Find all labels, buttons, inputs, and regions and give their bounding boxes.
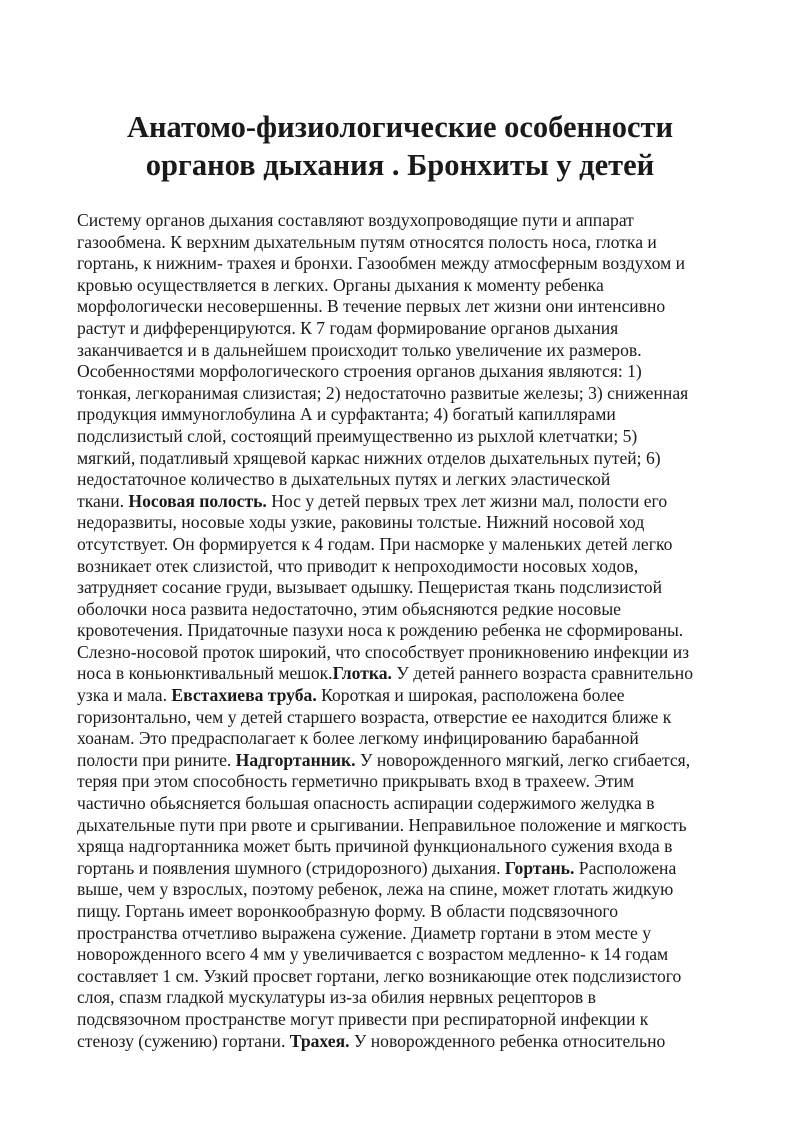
body-line xyxy=(77,491,777,513)
body-line xyxy=(77,987,777,1009)
body-line xyxy=(77,663,777,685)
title-line-2: органов дыхания . Бронхиты у детей xyxy=(145,148,655,182)
body-text: хоанам. Это предрасполагает к более легкому инфицированию барабанной xyxy=(77,728,639,749)
body-text: газообмена. К верхним дыхательным путям относятся полость носа, глотка и xyxy=(77,231,657,252)
section-heading: Трахея. xyxy=(289,1030,350,1051)
body-text: Расположена xyxy=(574,857,677,878)
body-text: У детей раннего возраста сравнительно xyxy=(391,663,694,684)
body-line xyxy=(77,685,777,707)
body-text: тонкая, легкоранимая слизистая; 2) недостаточно развитые железы; 3) сниженная xyxy=(77,382,689,403)
section-heading: Гортань. xyxy=(504,857,575,878)
body-line xyxy=(77,815,777,837)
body-line xyxy=(77,1009,777,1031)
document-title xyxy=(60,108,740,184)
body-text: продукция иммуноглобулина А и сурфактанта; 4) богатый капиллярами xyxy=(77,404,616,425)
section-heading: Евстахиева труба. xyxy=(171,685,317,706)
body-text: выше, чем у взрослых, поэтому ребенок, лежа на спине, может глотать жидкую xyxy=(77,879,674,900)
body-text: Систему органов дыхания составляют воздухопроводящие пути и аппарат xyxy=(77,210,634,230)
body-text: отсутствует. Он формируется к 4 годам. При насморке у маленьких детей легко xyxy=(77,533,673,554)
body-line xyxy=(77,750,777,772)
body-text: полости при рините. xyxy=(77,749,236,770)
body-line xyxy=(77,599,777,621)
body-line xyxy=(77,728,777,750)
body-text: дыхательные пути при рвоте и срыгивании. Неправильное положение и мягкость xyxy=(77,814,687,835)
body-text: Короткая и широкая, расположена более xyxy=(316,685,625,706)
body-line xyxy=(77,340,777,362)
body-line xyxy=(77,901,777,923)
body-line xyxy=(77,771,777,793)
body-text: подсвязочном пространстве могут привести при респираторной инфекции к xyxy=(77,1008,649,1029)
body-line xyxy=(77,361,777,383)
body-line xyxy=(77,404,777,426)
body-line xyxy=(77,296,777,318)
body-text: У новорожденного мягкий, легко сгибается, xyxy=(355,749,691,770)
document-body xyxy=(77,210,777,1052)
body-text: растут и дифференцируются. К 7 годам формирование органов дыхания xyxy=(77,317,619,338)
body-line xyxy=(77,232,777,254)
body-text: хряща надгортанника может быть причиной функционального сужения входа в xyxy=(77,836,673,857)
body-text: теряя при этом способность герметично прикрывать вход в трахееw. Этим xyxy=(77,771,635,792)
section-heading: Носовая полость. xyxy=(128,490,267,511)
body-line xyxy=(77,275,777,297)
body-text: Нос у детей первых трех лет жизни мал, полости его xyxy=(266,490,668,511)
body-text: подслизистый слой, состоящий преимущественно из рыхлой клетчатки; 5) xyxy=(77,425,638,446)
body-text: недоразвиты, носовые ходы узкие, раковины толстые. Нижний носовой ход xyxy=(77,512,645,533)
section-heading: Надгортанник. xyxy=(235,749,356,770)
body-line xyxy=(77,556,777,578)
body-line xyxy=(77,836,777,858)
body-line xyxy=(77,383,777,405)
body-line xyxy=(77,210,777,232)
body-text: ткани. xyxy=(77,490,129,511)
body-text: горизонтально, чем у детей старшего возраста, отверстие ее находится ближе к xyxy=(77,706,672,727)
body-line xyxy=(77,1031,777,1053)
body-text: недостаточное количество в дыхательных путях и легких эластической xyxy=(77,469,611,490)
body-text: заканчивается и в дальнейшем происходит только увеличение их размеров. xyxy=(77,339,642,360)
title-line-1: Анатомо-физиологические особенности xyxy=(126,110,674,144)
body-line xyxy=(77,620,777,642)
body-text: узка и мала. xyxy=(77,685,172,706)
body-line xyxy=(77,426,777,448)
body-line xyxy=(77,448,777,470)
body-line xyxy=(77,923,777,945)
body-line xyxy=(77,534,777,556)
body-line xyxy=(77,793,777,815)
body-text: слоя, спазм гладкой мускулатуры из-за обилия нервных рецепторов в xyxy=(77,987,596,1008)
body-line xyxy=(77,858,777,880)
body-line xyxy=(77,253,777,275)
body-line xyxy=(77,944,777,966)
body-text: пространства отчетливо выражена сужение. Диаметр гортани в этом месте у xyxy=(77,922,652,943)
body-text: гортань и появления шумного (стридорозного) дыхания. xyxy=(77,857,505,878)
body-text: У новорожденного ребенка относительно xyxy=(349,1030,666,1051)
body-line xyxy=(77,642,777,664)
body-line xyxy=(77,707,777,729)
body-text: новорожденного всего 4 мм у увеличивается с возрастом медленно- к 14 годам xyxy=(77,944,669,965)
body-text: кровотечения. Придаточные пазухи носа к рождению ребенка не сформированы. xyxy=(77,620,684,641)
section-heading: Глотка. xyxy=(332,663,392,684)
body-line xyxy=(77,966,777,988)
body-text: пищу. Гортань имеет воронкообразную форму. В области подсвязочного xyxy=(77,901,618,921)
body-text: гортань, к нижним- трахея и бронхи. Газообмен между атмосферным воздухом и xyxy=(77,253,686,274)
body-text: стенозу (сужению) гортани. xyxy=(77,1030,290,1051)
body-line xyxy=(77,512,777,534)
body-text: Особенностями морфологического строения органов дыхания являются: 1) xyxy=(77,361,642,382)
body-line xyxy=(77,318,777,340)
body-text: мягкий, податливый хрящевой каркас нижних отделов дыхательных путей; 6) xyxy=(77,447,661,468)
body-line xyxy=(77,577,777,599)
body-line xyxy=(77,879,777,901)
body-text: возникает отек слизистой, что приводит к непроходимости носовых ходов, xyxy=(77,555,639,576)
body-line xyxy=(77,469,777,491)
body-text: затрудняет сосание груди, вызывает одышку. Пещеристая ткань подслизистой xyxy=(77,577,662,598)
body-text: Слезно-носовой проток широкий, что способствует проникновению инфекции из xyxy=(77,641,690,662)
body-text: оболочки носа развита недостаточно, этим обьясняются редкие носовые xyxy=(77,598,621,619)
body-text: кровью осуществляется в легких. Органы дыхания к моменту ребенка xyxy=(77,274,604,295)
body-text: составляет 1 см. Узкий просвет гортани, легко возникающие отек подслизистого xyxy=(77,965,682,986)
body-text: носа в коньюнктивальный мешок. xyxy=(77,663,333,684)
body-text: частично обьясняется большая опасность аспирации содержимого желудка в xyxy=(77,793,655,814)
body-text: морфологически несовершенны. В течение первых лет жизни они интенсивно xyxy=(77,296,666,317)
